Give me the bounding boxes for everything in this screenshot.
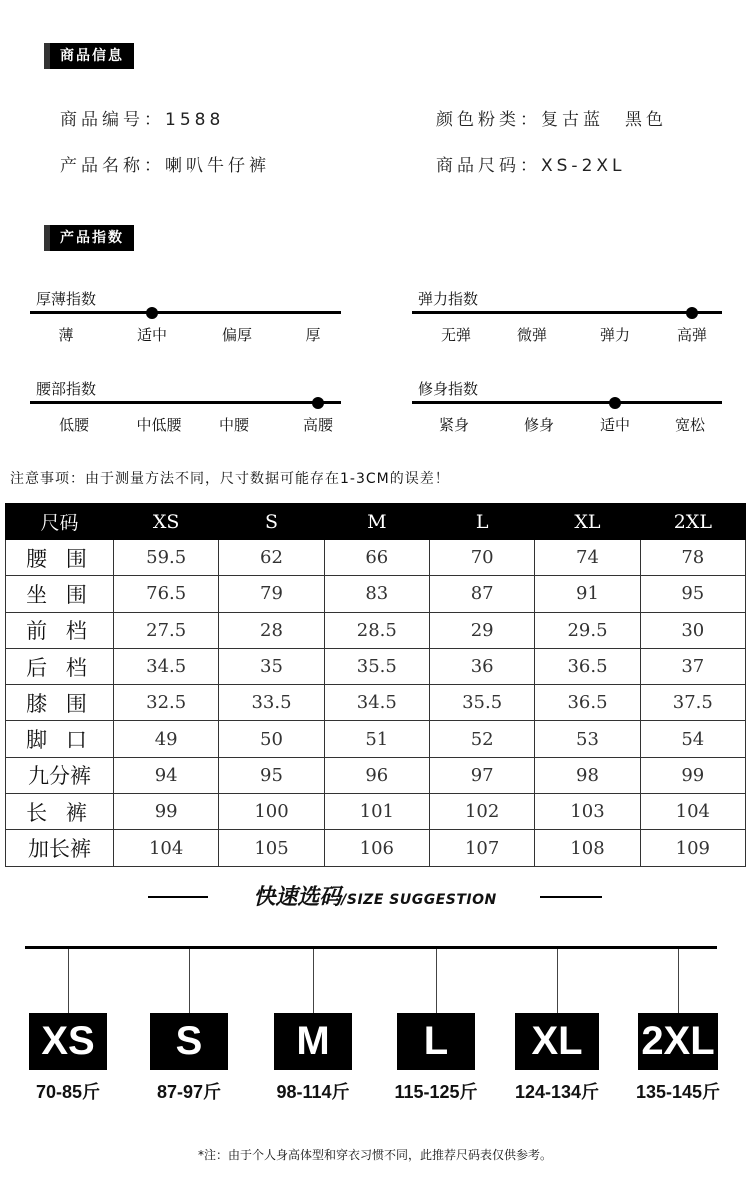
size-box: M [274,1013,352,1070]
index-marker [146,307,158,319]
index-label: 宽松 [674,416,706,434]
measurement-note: 注意事项：由于测量方法不同，尺寸数据可能存在1-3CM的误差！ [10,471,450,487]
size-value: 37 [640,648,745,684]
size-value: 108 [535,830,640,866]
size-value: 35 [219,648,324,684]
size-value: 106 [324,830,429,866]
index-marker [686,307,698,319]
size-value: 109 [640,830,745,866]
axis-tick [557,949,558,1013]
size-value: 34.5 [114,648,219,684]
size-table [5,503,746,867]
size-header-cell: L [429,504,534,540]
axis-tick [68,949,69,1013]
index-label: 薄 [58,326,74,344]
size-value: 70 [429,540,534,576]
size-value: 87 [429,576,534,612]
size-value: 83 [324,576,429,612]
size-table-body [6,540,746,867]
size-value: 36 [429,648,534,684]
size-value: 29 [429,612,534,648]
size-value: 99 [114,794,219,830]
product-info-tag: 商品信息 [50,43,134,69]
product-index-tag: 产品指数 [50,225,134,251]
size-value: 78 [640,540,745,576]
title-rule-right [540,896,602,898]
size-value: 104 [640,794,745,830]
index-track [412,401,722,404]
row-label: 后 档 [6,648,114,684]
size-value: 52 [429,721,534,757]
size-value: 49 [114,721,219,757]
size-header-cell: 尺码 [6,504,114,540]
row-label: 坐 围 [6,576,114,612]
product-name: 产品名称：喇叭牛仔裤 [60,156,270,176]
row-label: 腰 围 [6,540,114,576]
weight-range: 124-134斤 [514,1082,600,1102]
table-row [6,794,746,830]
size-box: 2XL [638,1013,718,1070]
size-value: 62 [219,540,324,576]
index-title: 修身指数 [418,380,479,398]
index-label: 适中 [599,416,631,434]
size-value: 53 [535,721,640,757]
size-value: 105 [219,830,324,866]
size-value: 54 [640,721,745,757]
index-label: 紧身 [438,416,470,434]
index-label: 偏厚 [221,326,253,344]
size-header-cell: XL [535,504,640,540]
table-row [6,540,746,576]
size-value: 95 [640,576,745,612]
size-axis [25,946,717,949]
index-label: 微弹 [516,326,548,344]
table-row [6,721,746,757]
row-label: 脚 口 [6,721,114,757]
size-value: 34.5 [324,685,429,721]
product-colors: 颜色粉类：复古蓝 黑色 [436,110,667,130]
index-title: 厚薄指数 [36,290,97,308]
row-label: 膝 围 [6,685,114,721]
size-value: 50 [219,721,324,757]
table-row [6,757,746,793]
index-label: 中低腰 [136,416,182,434]
index-track [412,311,722,314]
index-label: 高弹 [676,326,708,344]
row-label: 长 裤 [6,794,114,830]
row-label: 加长裤 [6,830,114,866]
size-value: 98 [535,757,640,793]
index-label: 中腰 [218,416,250,434]
weight-range: 98-114斤 [276,1082,350,1102]
size-value: 30 [640,612,745,648]
size-value: 74 [535,540,640,576]
index-label: 低腰 [58,416,90,434]
index-label: 高腰 [302,416,334,434]
size-value: 28.5 [324,612,429,648]
weight-range: 70-85斤 [35,1082,101,1102]
size-value: 102 [429,794,534,830]
size-value: 94 [114,757,219,793]
quick-size-title-en: /SIZE SUGGESTION [341,892,497,908]
product-sizes: 商品尺码：XS-2XL [436,156,626,176]
table-row [6,576,746,612]
index-label: 无弹 [440,326,472,344]
footnote: *注：由于个人身高体型和穿衣习惯不同，此推荐尺码表仅供参考。 [197,1148,552,1162]
axis-tick [313,949,314,1013]
size-value: 36.5 [535,685,640,721]
size-value: 35.5 [429,685,534,721]
index-track [30,401,341,404]
size-header-cell: XS [114,504,219,540]
size-value: 51 [324,721,429,757]
size-value: 79 [219,576,324,612]
size-header-cell: S [219,504,324,540]
index-title: 弹力指数 [418,290,479,308]
quick-size-title-cn: 快速选码 [253,885,342,910]
table-row [6,612,746,648]
index-label: 适中 [136,326,168,344]
table-row [6,830,746,866]
size-value: 91 [535,576,640,612]
index-label: 修身 [523,416,555,434]
table-row [6,648,746,684]
size-value: 37.5 [640,685,745,721]
size-box: XL [515,1013,599,1070]
size-value: 59.5 [114,540,219,576]
size-value: 104 [114,830,219,866]
size-value: 76.5 [114,576,219,612]
size-value: 28 [219,612,324,648]
row-label: 九分裤 [6,757,114,793]
index-marker [609,397,621,409]
size-value: 103 [535,794,640,830]
size-header-cell: 2XL [640,504,745,540]
size-value: 35.5 [324,648,429,684]
weight-range: 115-125斤 [394,1082,478,1102]
index-marker [312,397,324,409]
table-row [6,685,746,721]
size-header-cell: M [324,504,429,540]
quick-size-title [0,880,750,911]
size-value: 33.5 [219,685,324,721]
size-value: 100 [219,794,324,830]
size-value: 29.5 [535,612,640,648]
size-value: 99 [640,757,745,793]
axis-tick [436,949,437,1013]
size-value: 107 [429,830,534,866]
size-value: 66 [324,540,429,576]
size-box: S [150,1013,228,1070]
weight-range: 87-97斤 [156,1082,222,1102]
product-code: 商品编号：1588 [60,110,225,130]
axis-tick [189,949,190,1013]
size-table-header [6,504,746,540]
index-label: 厚 [305,326,321,344]
index-title: 腰部指数 [36,380,97,398]
size-value: 27.5 [114,612,219,648]
weight-range: 135-145斤 [635,1082,721,1102]
index-label: 弹力 [599,326,631,344]
size-value: 36.5 [535,648,640,684]
size-value: 101 [324,794,429,830]
axis-tick [678,949,679,1013]
size-box: L [397,1013,475,1070]
size-value: 32.5 [114,685,219,721]
size-value: 95 [219,757,324,793]
size-value: 97 [429,757,534,793]
size-value: 96 [324,757,429,793]
index-track [30,311,341,314]
row-label: 前 档 [6,612,114,648]
size-box: XS [29,1013,107,1070]
